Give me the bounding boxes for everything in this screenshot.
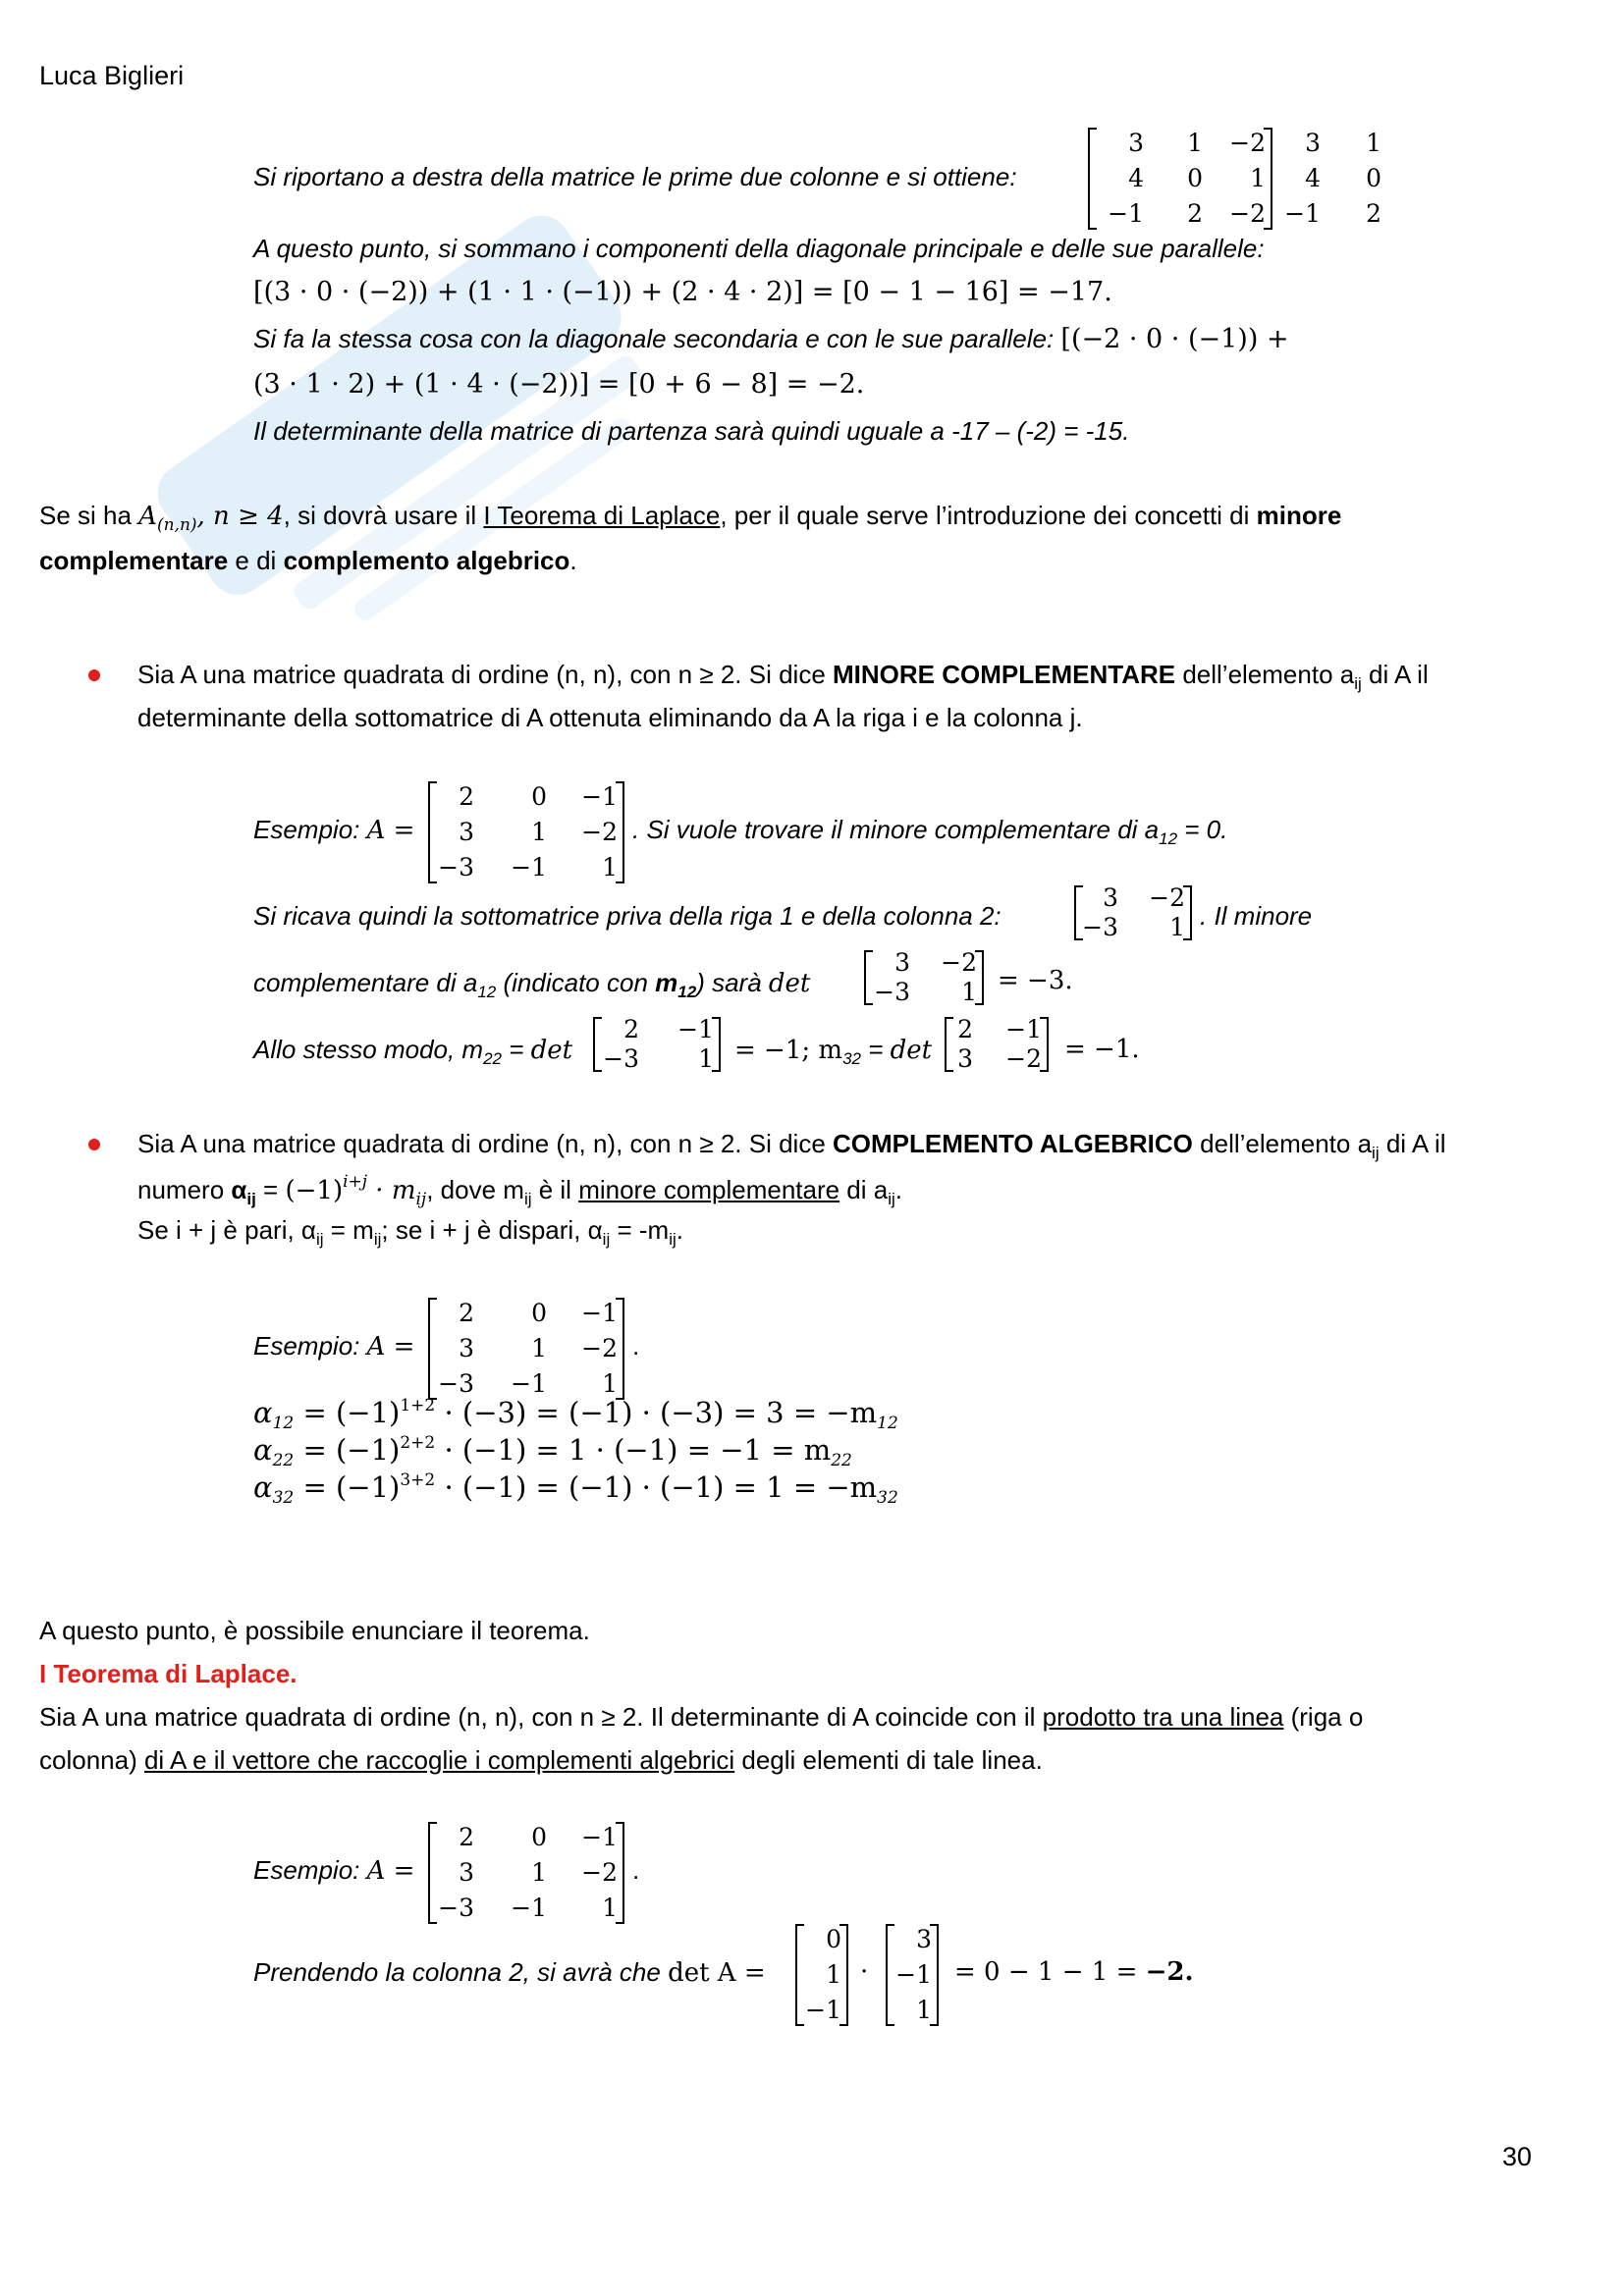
teorema-example-end: .	[632, 1855, 640, 1885]
matrix-cell: 1	[961, 978, 977, 1006]
sarrus-secondary-diagonal-text: Si fa la stessa cosa con la diagonale secondaria e con le sue parallele:	[253, 324, 1055, 353]
author-header: Luca Biglieri	[39, 61, 185, 90]
matrix-cell: −3	[438, 1894, 474, 1922]
minore-submatrix-text-end: . Il minore	[1200, 901, 1313, 931]
matrix-cell: 2	[1187, 199, 1203, 228]
matrix-cell: 3	[1103, 883, 1118, 912]
teorema-column-vector	[799, 1922, 844, 2028]
complemento-definition-line2: numero $\alpha_{ij} = (-1)^{i+j} \cdot m_{ij}$, dove $m_{ij}$ è il minore complementare di $a_{ij}$.	[137, 1172, 903, 1209]
teorema-cofactor-vector	[890, 1922, 935, 2028]
matrix-cell: 3	[459, 1334, 474, 1362]
matrix-cell: −3	[874, 978, 910, 1006]
matrix-cell: 0	[531, 782, 547, 811]
matrix-cell: −3	[603, 1044, 639, 1073]
matrix-cell: −2	[581, 818, 618, 846]
matrix-cell: 1	[602, 1894, 618, 1922]
teorema-intro: A questo punto, è possibile enunciare il teorema.	[39, 1616, 590, 1645]
matrix-cell: −2	[1149, 883, 1185, 912]
matrix-cell: −3	[1082, 913, 1118, 941]
sarrus-secondary-calc-a: [(−2 · 0 · (−1)) +	[1060, 324, 1289, 354]
vector-cell: −1	[895, 1960, 932, 1989]
matrix-cell: −3	[438, 1369, 474, 1398]
matrix-cell: 3	[459, 818, 474, 846]
matrix-cell: 3	[957, 1044, 973, 1073]
teorema-dot: ·	[860, 1957, 869, 1987]
minore-definition-line1: Sia A una matrice quadrata di ordine (n, n), con n ≥ 2. Si dice MINORE COMPLEMENTARE dell’elemento $a_{ij}$ di A il	[137, 660, 1429, 693]
matrix-cell: 1	[1187, 129, 1203, 157]
minore-comp-text: complementare di $a_{12}$ (indicato con $m_{12}$) sarà det	[253, 968, 811, 1001]
matrix-cell: 1	[531, 1858, 547, 1887]
matrix-cell: −2	[581, 1858, 618, 1887]
matrix-cell: 2	[623, 1015, 639, 1043]
bullet-complemento	[88, 1139, 100, 1150]
teorema-column-text: Prendendo la colonna 2, si avrà che det A =	[253, 1957, 766, 1988]
matrix-cell: 4	[1305, 164, 1321, 192]
minore-definition-line2: determinante della sottomatrice di A ottenuta eliminando da A la riga i e la colonna j.	[137, 703, 1083, 732]
matrix-cell: 2	[459, 1299, 474, 1327]
teorema-line1: Sia A una matrice quadrata di ordine (n, n), con n ≥ 2. Il determinante di A coincide con il prodotto tra una linea (riga o	[39, 1702, 1364, 1732]
minore-m22-matrix	[597, 1015, 717, 1074]
sarrus-intro: Si riportano a destra della matrice le prime due colonne e si ottiene:	[253, 162, 1017, 191]
matrix-cell: 0	[1187, 164, 1203, 192]
matrix-cell: 2	[459, 1823, 474, 1851]
matrix-cell: 3	[894, 948, 910, 977]
matrix-cell: −1	[511, 1894, 547, 1922]
matrix-cell: −1	[1284, 199, 1321, 228]
cofactor-equation: $\alpha_{12} = (-1)^{1+2} \cdot (-3) = (-1) \cdot (-3) = 3 = -m_{12}$	[253, 1396, 898, 1433]
complemento-example-end: .	[632, 1331, 640, 1361]
matrix-cell: −1	[511, 853, 547, 881]
matrix-cell: 2	[957, 1015, 973, 1043]
matrix-cell: −1	[581, 782, 618, 811]
matrix-cell: 1	[531, 1334, 547, 1362]
minore-submatrix	[1078, 883, 1188, 942]
matrix-cell: 0	[1366, 164, 1381, 192]
teorema-example-matrix	[432, 1820, 621, 1926]
laplace-theorem-link: I Teorema di Laplace	[483, 501, 721, 530]
matrix-cell: 3	[1128, 129, 1144, 157]
minore-m32-result: = −1.	[1064, 1035, 1140, 1064]
sarrus-secondary-calc-b: (3 · 1 · 2) + (1 · 4 · (−2))] = [0 + 6 − 8] = −2.	[253, 369, 865, 400]
minore-example-label: Esempio: A =	[253, 815, 415, 845]
bullet-minore	[88, 669, 100, 681]
minore-same-text: Allo stesso modo, $m_{22} = \det$	[253, 1035, 573, 1068]
sarrus-main-calc: [(3 · 0 · (−2)) + (1 · 1 · (−1)) + (2 · 4 · 2)] = [0 − 1 − 16] = −17.	[253, 277, 1112, 307]
complemento-example-label: Esempio: A =	[253, 1331, 415, 1362]
minore-m32-matrix	[948, 1015, 1045, 1074]
matrix-cell: −2	[1005, 1044, 1042, 1073]
matrix-cell: −2	[1229, 129, 1266, 157]
minore-m12-result: = −3.	[998, 966, 1073, 995]
minore-example-matrix	[432, 779, 621, 885]
matrix-cell: 2	[1366, 199, 1381, 228]
matrix-cell: −1	[581, 1823, 618, 1851]
matrix-cell: −3	[438, 853, 474, 881]
matrix-cell: −1	[1108, 199, 1144, 228]
matrix-cell: 0	[531, 1823, 547, 1851]
matrix-cell: −1	[581, 1299, 618, 1327]
matrix-cell: 2	[459, 782, 474, 811]
matrix-cell: −1	[677, 1015, 714, 1043]
teorema-example-label: Esempio: A =	[253, 1855, 415, 1886]
minore-m12-matrix	[868, 948, 980, 1007]
laplace-intro-line2: complementare e di complemento algebrico.	[39, 546, 577, 575]
minore-same-text2: = −1; $m_{32} = \det$	[734, 1035, 933, 1068]
sarrus-conclusion: Il determinante della matrice di partenza sarà quindi uguale a -17 – (-2) = -15.	[253, 416, 1130, 446]
vector-cell: −1	[805, 1996, 841, 2024]
cofactor-equation: $\alpha_{32} = (-1)^{3+2} \cdot (-1) = (-1) \cdot (-1) = 1 = -m_{32}$	[253, 1470, 898, 1508]
complemento-parity-line: Se i + j è pari, $\alpha_{ij} = m_{ij}$; se i + j è dispari, $\alpha_{ij} = -m_{ij}$.	[137, 1215, 683, 1249]
complemento-example-matrix	[432, 1296, 621, 1402]
teorema-line2: colonna) di A e il vettore che raccoglie i complementi algebrici degli elementi di tale linea.	[39, 1745, 1043, 1775]
page-number: 30	[1502, 2142, 1533, 2171]
matrix-cell: 1	[1250, 164, 1266, 192]
matrix-cell: 1	[698, 1044, 714, 1073]
sarrus-main-diagonal-text: A questo punto, si sommano i componenti della diagonale principale e delle sue parallele:	[253, 234, 1265, 263]
minore-submatrix-text: Si ricava quindi la sottomatrice priva della riga 1 e della colonna 2:	[253, 901, 1001, 931]
minore-complementare-link: minore complementare	[578, 1175, 840, 1204]
matrix-cell: 0	[531, 1299, 547, 1327]
matrix-cell: 1	[531, 818, 547, 846]
matrix-cell: 1	[602, 1369, 618, 1398]
sarrus-matrix	[1092, 126, 1269, 232]
teorema-title: I Teorema di Laplace.	[39, 1659, 298, 1688]
matrix-cell: 1	[602, 853, 618, 881]
matrix-cell: 3	[1305, 129, 1321, 157]
matrix-cell: −1	[511, 1369, 547, 1398]
vector-cell: 1	[826, 1960, 841, 1989]
matrix-cell: −2	[581, 1334, 618, 1362]
matrix-cell: 1	[1366, 129, 1381, 157]
vector-cell: 1	[916, 1996, 932, 2024]
minore-example-text: . Si vuole trovare il minore complementare di $a_{12} = 0$.	[632, 815, 1228, 848]
laplace-intro-line1: Se si ha $A_{(n,n)}$, n ≥ 4, si dovrà usare il I Teorema di Laplace, per il quale serve l’introduzione dei concetti di minore	[39, 501, 1342, 535]
matrix-cell: −2	[941, 948, 977, 977]
matrix-cell: 1	[1169, 913, 1185, 941]
matrix-cell: −2	[1229, 199, 1266, 228]
teorema-result: = 0 − 1 − 1 = −2.	[954, 1957, 1194, 1987]
vector-cell: 3	[916, 1925, 932, 1953]
matrix-cell: 4	[1128, 164, 1144, 192]
matrix-cell: 3	[459, 1858, 474, 1887]
sarrus-extra-columns	[1272, 126, 1384, 232]
matrix-cell: −1	[1005, 1015, 1042, 1043]
vector-cell: 0	[826, 1925, 841, 1953]
cofactor-equation: $\alpha_{22} = (-1)^{2+2} \cdot (-1) = 1 \cdot (-1) = -1 = m_{22}$	[253, 1433, 852, 1470]
complemento-definition-line1: Sia A una matrice quadrata di ordine (n, n), con n ≥ 2. Si dice COMPLEMENTO ALGEBRICO dell’elemento $a_{ij}$ di A il	[137, 1129, 1446, 1162]
